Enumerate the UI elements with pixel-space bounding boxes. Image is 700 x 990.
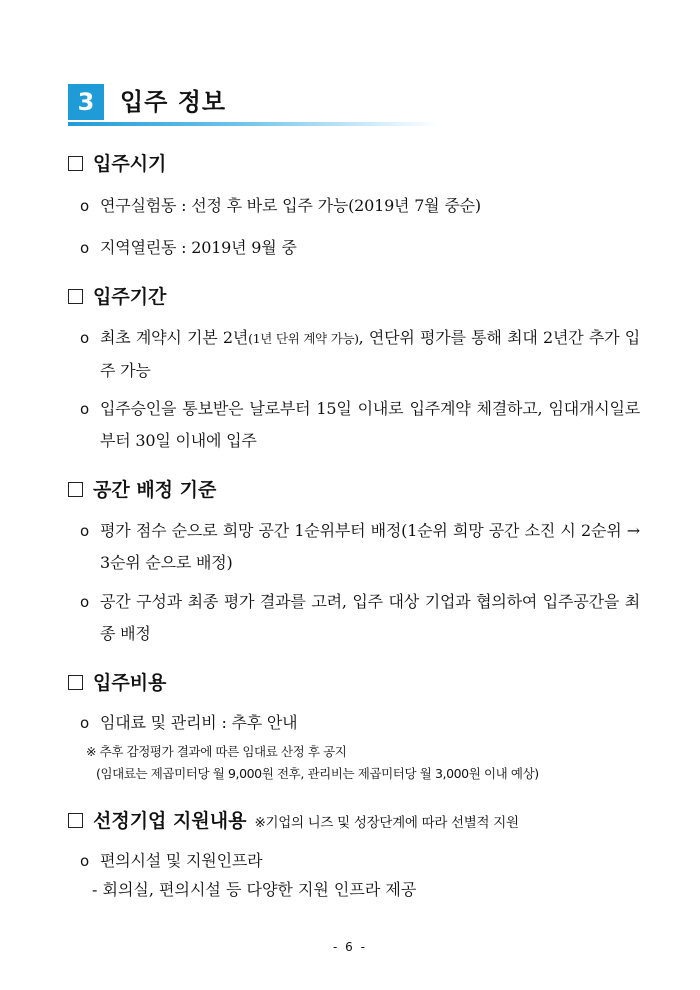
bullet-circle-icon: o	[80, 400, 89, 418]
bullet-circle-icon: o	[80, 714, 89, 732]
section-number-badge: 3	[68, 84, 104, 120]
heading-support-content	[68, 809, 519, 835]
heading-space-allocation	[68, 478, 216, 502]
bullet-circle-icon: o	[80, 329, 89, 347]
bullet-text: 입주승인을 통보받은 날로부터 15일 이내로 입주계약 체결하고, 임대개시일로부터 30일 이내에 입주	[100, 399, 640, 450]
page-number: - 6 -	[333, 940, 367, 954]
bullet-text-part: , 연단위 평가를 통해 최대 2년간 추가 입주 가능	[100, 328, 640, 380]
checkbox-square-icon	[68, 156, 83, 171]
bullet-circle-icon: o	[80, 197, 89, 215]
heading-text: 입주기간	[93, 286, 167, 308]
cost-note-detail: (임대료는 제곱미터당 월 9,000원 전후, 관리비는 제곱미터당 월 3,000원 이내 예상)	[96, 766, 539, 781]
checkbox-square-icon	[68, 675, 83, 690]
bullet-circle-icon: o	[80, 852, 89, 870]
bullet-text: 평가 점수 순으로 희망 공간 1순위부터 배정(1순위 희망 공간 소진 시 2순위 → 3순위 순으로 배정)	[100, 521, 640, 572]
heading-note: ※기업의 니즈 및 성장단계에 따라 선별적 지원	[254, 815, 519, 831]
bullet-text-small: (1년 단위 계약 가능)	[248, 331, 359, 346]
bullet-text: 공간 구성과 최종 평가 결과를 고려, 입주 대상 기업과 협의하여 입주공간을 최종 배정	[100, 592, 640, 643]
bullet-circle-icon: o	[80, 239, 89, 257]
bullet-item	[80, 586, 640, 650]
checkbox-square-icon	[68, 482, 83, 497]
heading-move-in-cost	[68, 671, 166, 695]
bullet-text	[100, 322, 640, 387]
section-header	[68, 84, 448, 128]
bullet-circle-icon: o	[80, 593, 89, 611]
bullet-item	[80, 393, 640, 457]
cost-note: ※ 추후 감정평가 결과에 따른 임대료 산정 후 공지	[86, 744, 347, 759]
bullet-item	[80, 190, 640, 222]
bullet-text: 연구실험동 : 선정 후 바로 입주 가능(2019년 7월 중순)	[100, 196, 481, 215]
heading-move-in-timing	[68, 152, 166, 176]
heading-text: 입주시기	[93, 153, 167, 175]
bullet-item	[80, 232, 640, 264]
bullet-text: 편의시설 및 지원인프라	[100, 851, 263, 870]
heading-text: 공간 배정 기준	[93, 479, 217, 501]
bullet-text: 임대료 및 관리비 : 추후 안내	[100, 713, 298, 732]
bullet-text-part: 최초 계약시 기본 2년	[100, 328, 249, 347]
bullet-item	[80, 845, 640, 877]
heading-text: 선정기업 지원내용	[93, 810, 247, 832]
bullet-item	[80, 515, 640, 579]
bullet-circle-icon: o	[80, 522, 89, 540]
checkbox-square-icon	[68, 289, 83, 304]
bullet-item	[80, 322, 640, 387]
bullet-text: 지역열린동 : 2019년 9월 중	[100, 238, 297, 257]
bullet-item	[80, 707, 640, 739]
heading-text: 입주비용	[93, 672, 167, 694]
heading-move-in-period	[68, 285, 166, 309]
section-title: 입주 정보	[120, 88, 227, 116]
section-underline	[68, 122, 438, 126]
support-detail: - 회의실, 편의시설 등 다양한 지원 인프라 제공	[92, 880, 417, 899]
checkbox-square-icon	[68, 813, 83, 828]
